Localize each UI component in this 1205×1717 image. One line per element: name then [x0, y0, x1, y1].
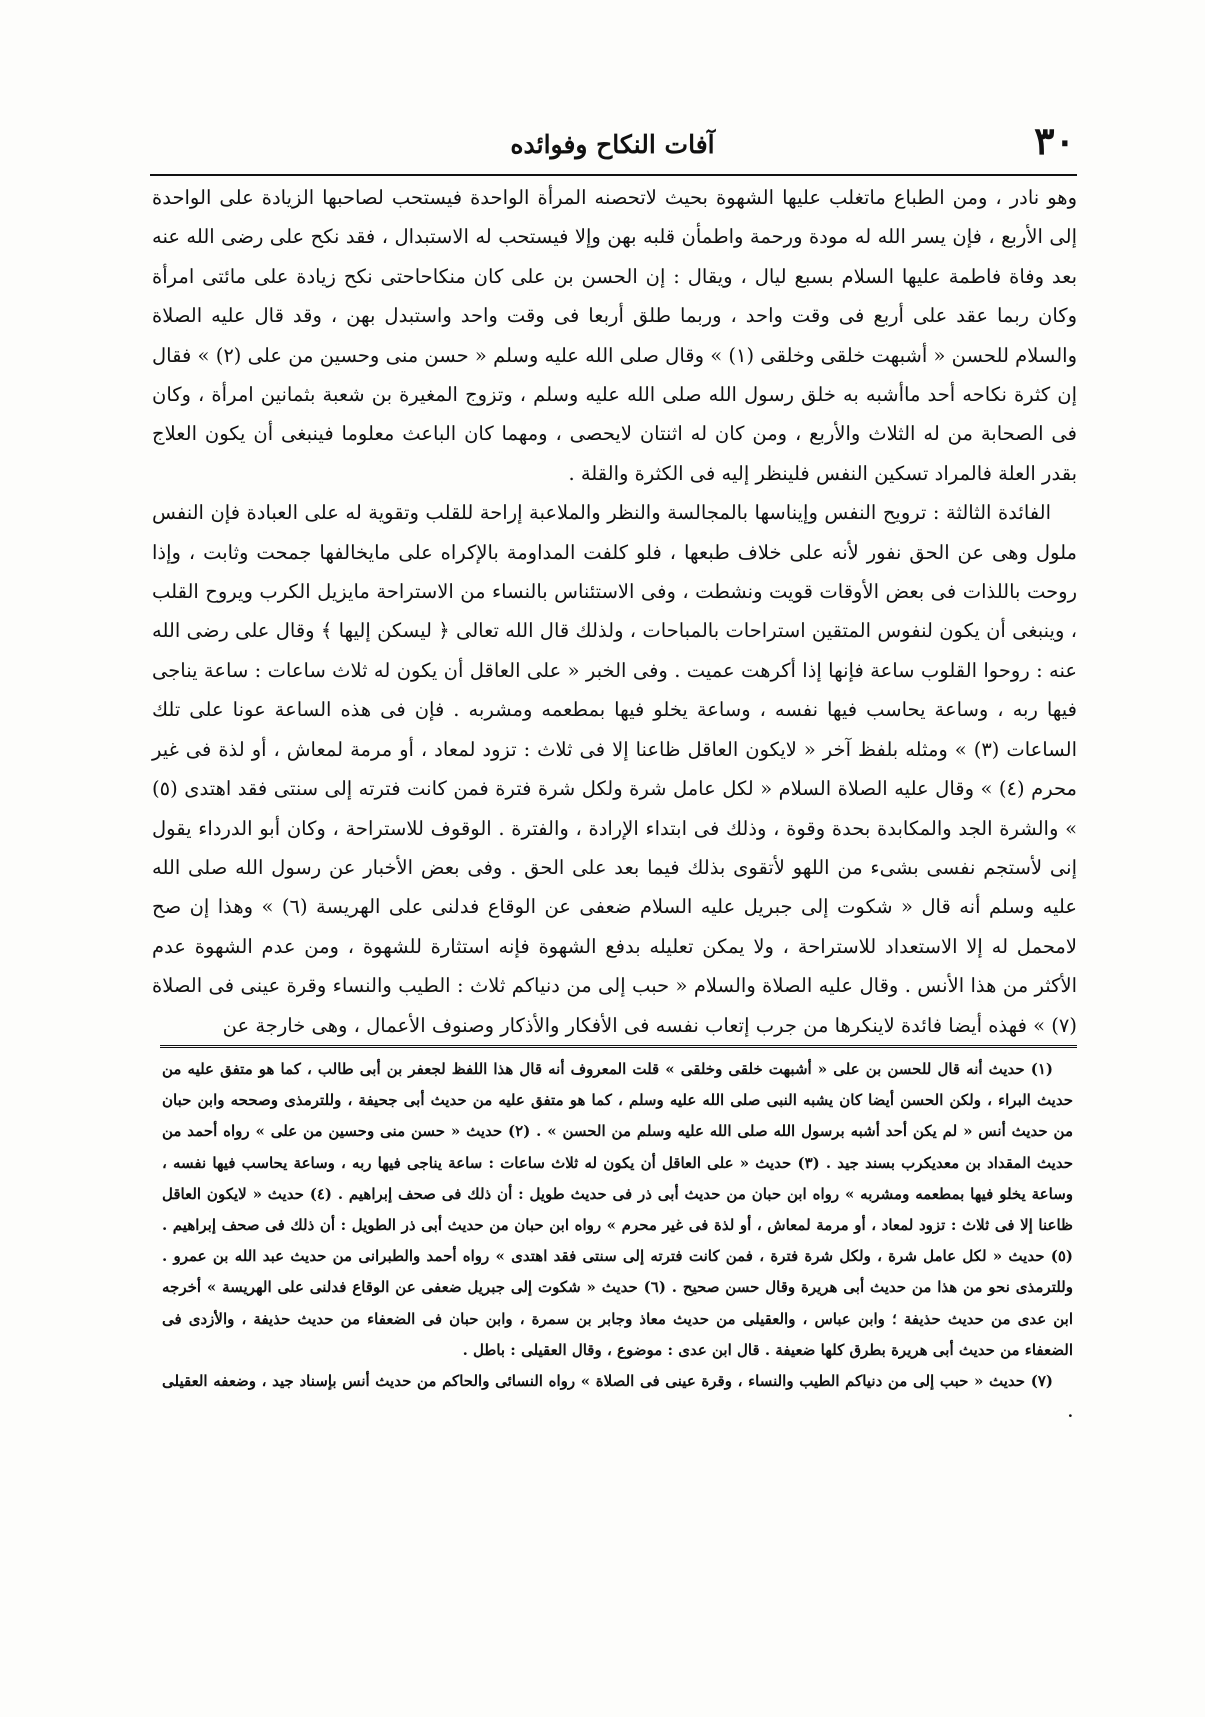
footnotes [162, 1054, 1073, 1428]
main-text [152, 178, 1077, 1045]
page-header [150, 116, 1075, 176]
header-rule [150, 174, 1077, 176]
footnote-block-1: (١) حديث أنه قال للحسن بن على « أشبهت خلقى وخلقى » قلت المعروف أنه قال هذا اللفظ لجعفر بن أبى طالب ، كما هو متفق عليه من حديث البراء ، ولكن الحسن أيضا كان يشبه النبى صلى الله عليه وسلم ، كما هو متفق عليه من حديث أبى جحيفة ، وللترمذى وصححه وابن حبان من حديث أنس « لم يكن أحد أشبه برسول الله صلى الله عليه وسلم من الحسن » . (٢) حديث « حسن منى وحسين من على » رواه أحمد من حديث المقداد بن معديكرب بسند جيد . (٣) حديث « على العاقل أن يكون له ثلاث ساعات : ساعة يناجى فيها ربه ، وساعة يحاسب فيها نفسه ، وساعة يخلو فيها بمطعمه ومشربه » رواه ابن حبان من حديث أبى ذر فى حديث طويل : أن ذلك فى صحف إبراهيم . (٤) حديث « لايكون العاقل ظاعنا إلا فى ثلاث : تزود لمعاد ، أو مرمة لمعاش ، أو لذة فى غير محرم » رواه ابن حبان من حديث أبى ذر الطويل : أن ذلك فى صحف إبراهيم . (٥) حديث « لكل عامل شرة ، ولكل شرة فترة ، فمن كانت فترته إلى سنتى فقد اهتدى » رواه أحمد والطبرانى من حديث عبد الله بن عمرو . وللترمذى نحو من هذا من حديث أبى هريرة وقال حسن صحيح . (٦) حديث « شكوت إلى جبريل ضعفى عن الوقاع فدلنى على الهريسة » أخرجه ابن عدى من حديث حذيفة ؛ وابن عباس ، والعقيلى من حديث معاذ وجابر بن سمرة ، وابن حبان فى الضعفاء من حديث حذيفة ، والأزدى فى الضعفاء من حديث أبى هريرة بطرق كلها ضعيفة . قال ابن عدى : موضوع ، وقال العقيلى : باطل . [162, 1060, 1074, 1359]
footnote-separator [160, 1045, 1077, 1048]
body-paragraph-1: وهو نادر ، ومن الطباع ماتغلب عليها الشهوة بحيث لاتحصنه المرأة الواحدة فيستحب لصاحبها الزيادة على الواحدة إلى الأربع ، فإن يسر الله له مودة ورحمة واطمأن قلبه بهن وإلا فيستحب له الاستبدال ، فقد نكح على رضى الله عنه بعد وفاة فاطمة عليها السلام بسبع ليال ، ويقال : إن الحسن بن على كان منكاحاحتى نكح زيادة على مائتى امرأة وكان ربما عقد على أربع فى وقت واحد ، وربما طلق أربعا فى وقت واحد واستبدل بهن ، وقد قال عليه الصلاة والسلام للحسن « أشبهت خلقى وخلقى (١) » وقال صلى الله عليه وسلم « حسن منى وحسين من على (٢) » فقال إن كثرة نكاحه أحد ماأشبه به خلق رسول الله صلى الله عليه وسلم ، وتزوج المغيرة بن شعبة بثمانين امرأة ، وكان فى الصحابة من له الثلاث والأربع ، ومن كان له اثنتان لايحصى ، ومهما كان الباعث معلوما فينبغى أن يكون العلاج بقدر العلة فالمراد تسكين النفس فلينظر إليه فى الكثرة والقلة . [152, 186, 1078, 485]
page-number: ٣٠ [1034, 118, 1075, 163]
running-title: آفات النكاح وفوائده [510, 130, 715, 159]
footnote-block-2: (٧) حديث « حبب إلى من دنياكم الطيب والنساء ، وقرة عينى فى الصلاة » رواه النسائى والحاكم من حديث أنس بإسناد جيد ، وضعفه العقيلى . [162, 1372, 1073, 1422]
body-paragraph-2: الفائدة الثالثة : ترويح النفس وإيناسها بالمجالسة والنظر والملاعبة إراحة للقلب وتقوية له على العبادة فإن النفس ملول وهى عن الحق نفور لأنه على خلاف طبعها ، فلو كلفت المداومة بالإكراه على مايخالفها جمحت وثابت ، وإذا روحت باللذات فى بعض الأوقات قويت ونشطت ، وفى الاستئناس بالنساء من الاستراحة مايزيل الكرب ويروح القلب ، وينبغى أن يكون لنفوس المتقين استراحات بالمباحات ، ولذلك قال الله تعالى ﴿ ليسكن إليها ﴾ وقال على رضى الله عنه : روحوا القلوب ساعة فإنها إذا أكرهت عميت . وفى الخبر « على العاقل أن يكون له ثلاث ساعات : ساعة يناجى فيها ربه ، وساعة يحاسب فيها نفسه ، وساعة يخلو فيها بمطعمه ومشربه . فإن فى هذه الساعة عونا على تلك الساعات (٣) » ومثله بلفظ آخر « لايكون العاقل ظاعنا إلا فى ثلاث : تزود لمعاد ، أو مرمة لمعاش ، أو لذة فى غير محرم (٤) » وقال عليه الصلاة السلام « لكل عامل شرة ولكل شرة فترة فمن كانت فترته إلى سنتى فقد اهتدى (٥) » والشرة الجد والمكابدة بحدة وقوة ، وذلك فى ابتداء الإرادة ، والفترة . الوقوف للاستراحة ، وكان أبو الدرداء يقول إنى لأستجم نفسى بشىء من اللهو لأتقوى بذلك فيما بعد على الحق . وفى بعض الأخبار عن رسول الله صلى الله عليه وسلم أنه قال « شكوت إلى جبريل عليه السلام ضعفى عن الوقاع فدلنى على الهريسة (٦) » وهذا إن صح لامحمل له إلا الاستعداد للاستراحة ، ولا يمكن تعليله بدفع الشهوة فإنه استثارة للشهوة ، ومن عدم الشهوة عدم الأكثر من هذا الأنس . وقال عليه الصلاة والسلام « حبب إلى من دنياكم ثلاث : الطيب والنساء وقرة عينى فى الصلاة (٧) » فهذه أيضا فائدة لاينكرها من جرب إتعاب نفسه فى الأفكار والأذكار وصنوف الأعمال ، وهى خارجة عن [152, 501, 1078, 1037]
